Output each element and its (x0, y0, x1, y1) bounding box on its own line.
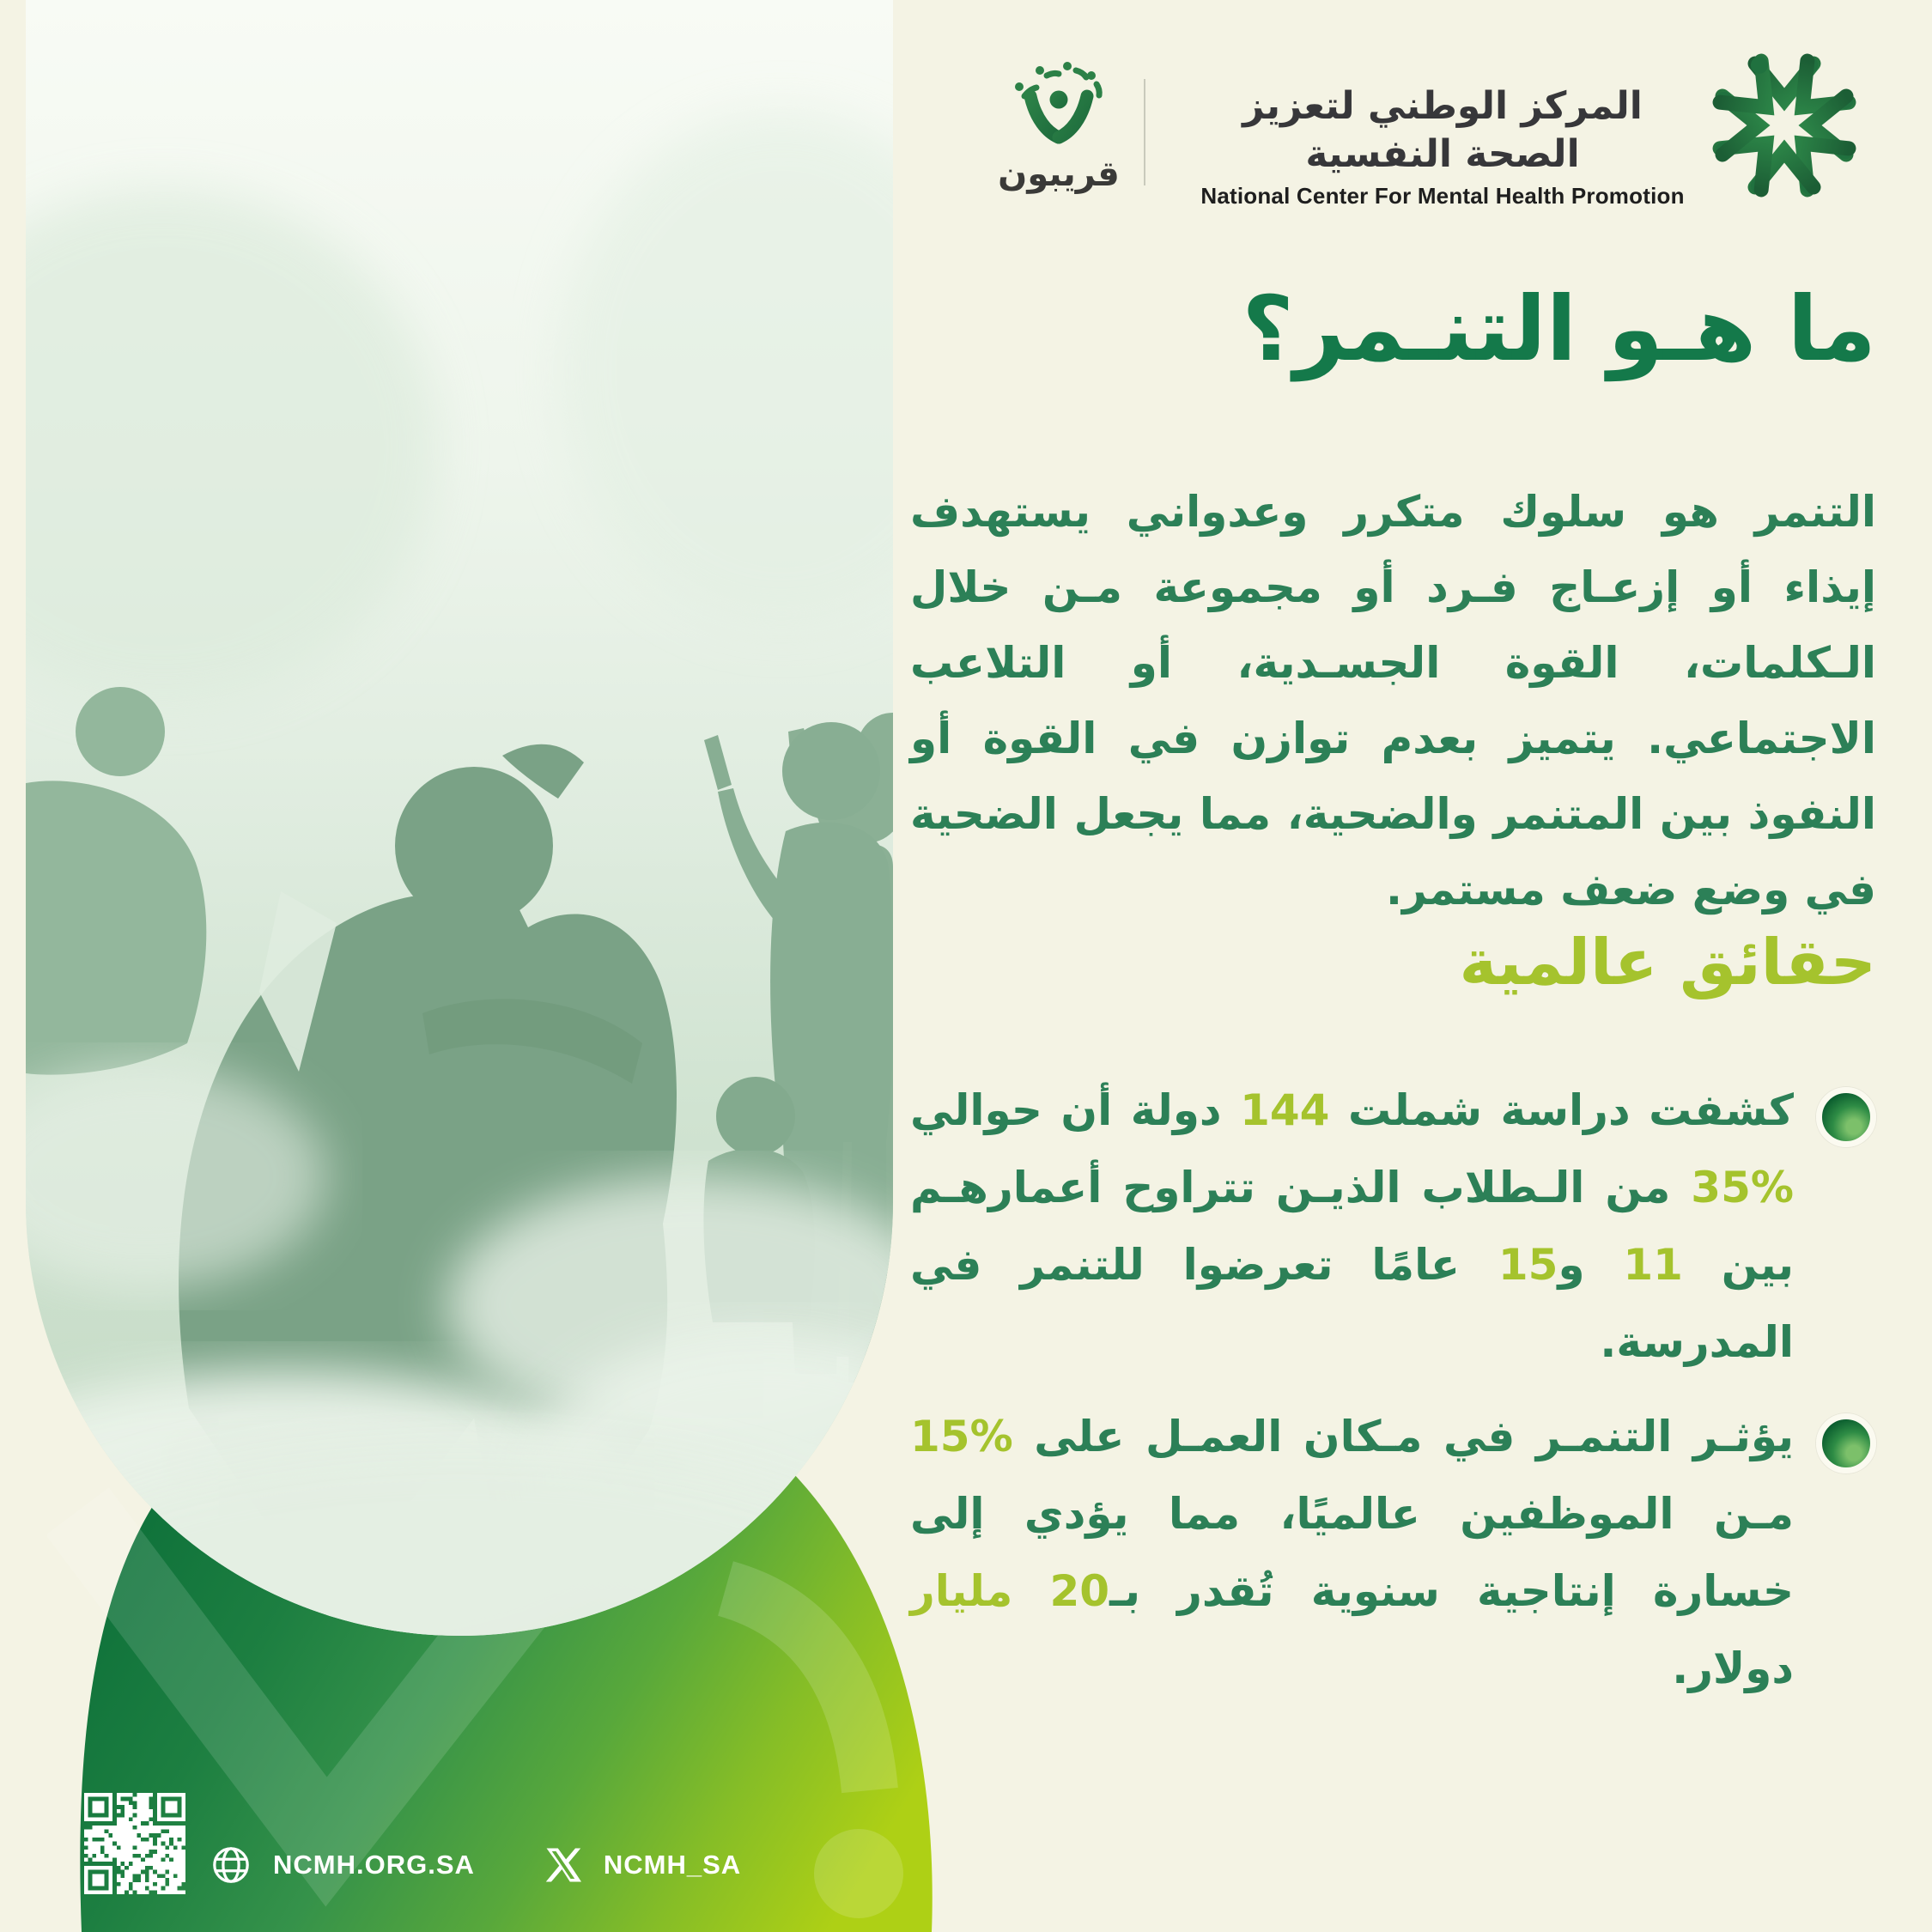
qareebon-logo-icon (1007, 60, 1110, 148)
header-divider (1144, 79, 1145, 185)
x-handle-link[interactable]: NCMH_SA (603, 1850, 742, 1880)
page-title: ما هـو التنـمر؟ (1242, 276, 1876, 381)
qareebon-logo (994, 60, 1123, 194)
footer-links (211, 1843, 741, 1887)
org-name-block (1185, 82, 1700, 213)
globe-icon (211, 1845, 251, 1885)
fact-bullet-icon (1816, 1087, 1876, 1147)
qr-code[interactable] (84, 1793, 185, 1894)
intro-paragraph: التنمر هو سلوك متكرر وعدواني يستهدف إيذاء أو إزعـاج فـرد أو مجموعة مـن خلال الـكلمات، القوة الجسـدية، أو التلاعب الاجتماعي. يتميز بعدم توازن في القوة أو النفوذ بين المتنمر والضحية، مما يجعل الضحية في وضع ضعف مستمر. (910, 487, 1876, 914)
fact-item-school-bullying (910, 1072, 1876, 1381)
x-twitter-icon (545, 1847, 581, 1883)
facts-section-heading: حقائق عالمية (1459, 926, 1876, 999)
fact-text: يؤثـر التنمـر في مـكان العمـل على %15 مـن الموظفين عالميًا، مما يؤدي إلى خسارة إنتاجية سنوية تُقدر بـ20 مليار دولار. (910, 1412, 1794, 1693)
org-name-arabic: المركز الوطني لتعزيز الصحة النفسية (1242, 84, 1643, 176)
bullying-illustration (26, 0, 893, 1636)
org-name-english: National Center For Mental Health Promotion (1200, 183, 1685, 209)
website-link[interactable]: NCMH.ORG.SA (273, 1850, 475, 1880)
watercolor-silhouettes-illustration (26, 0, 893, 1636)
ncmh-emblem-icon (1709, 50, 1860, 201)
fact-bullet-icon (1816, 1413, 1876, 1473)
fact-item-workplace-bullying (910, 1398, 1876, 1707)
fact-text: كشفت دراسة شملت 144 دولة أن حوالي %35 من الـطلاب الذيـن تتراوح أعمارهـم بين 11 و15 عامًا تعرضوا للتنمر في المدرسة. (910, 1085, 1794, 1367)
qareebon-logo-label: قريبون (998, 155, 1120, 194)
